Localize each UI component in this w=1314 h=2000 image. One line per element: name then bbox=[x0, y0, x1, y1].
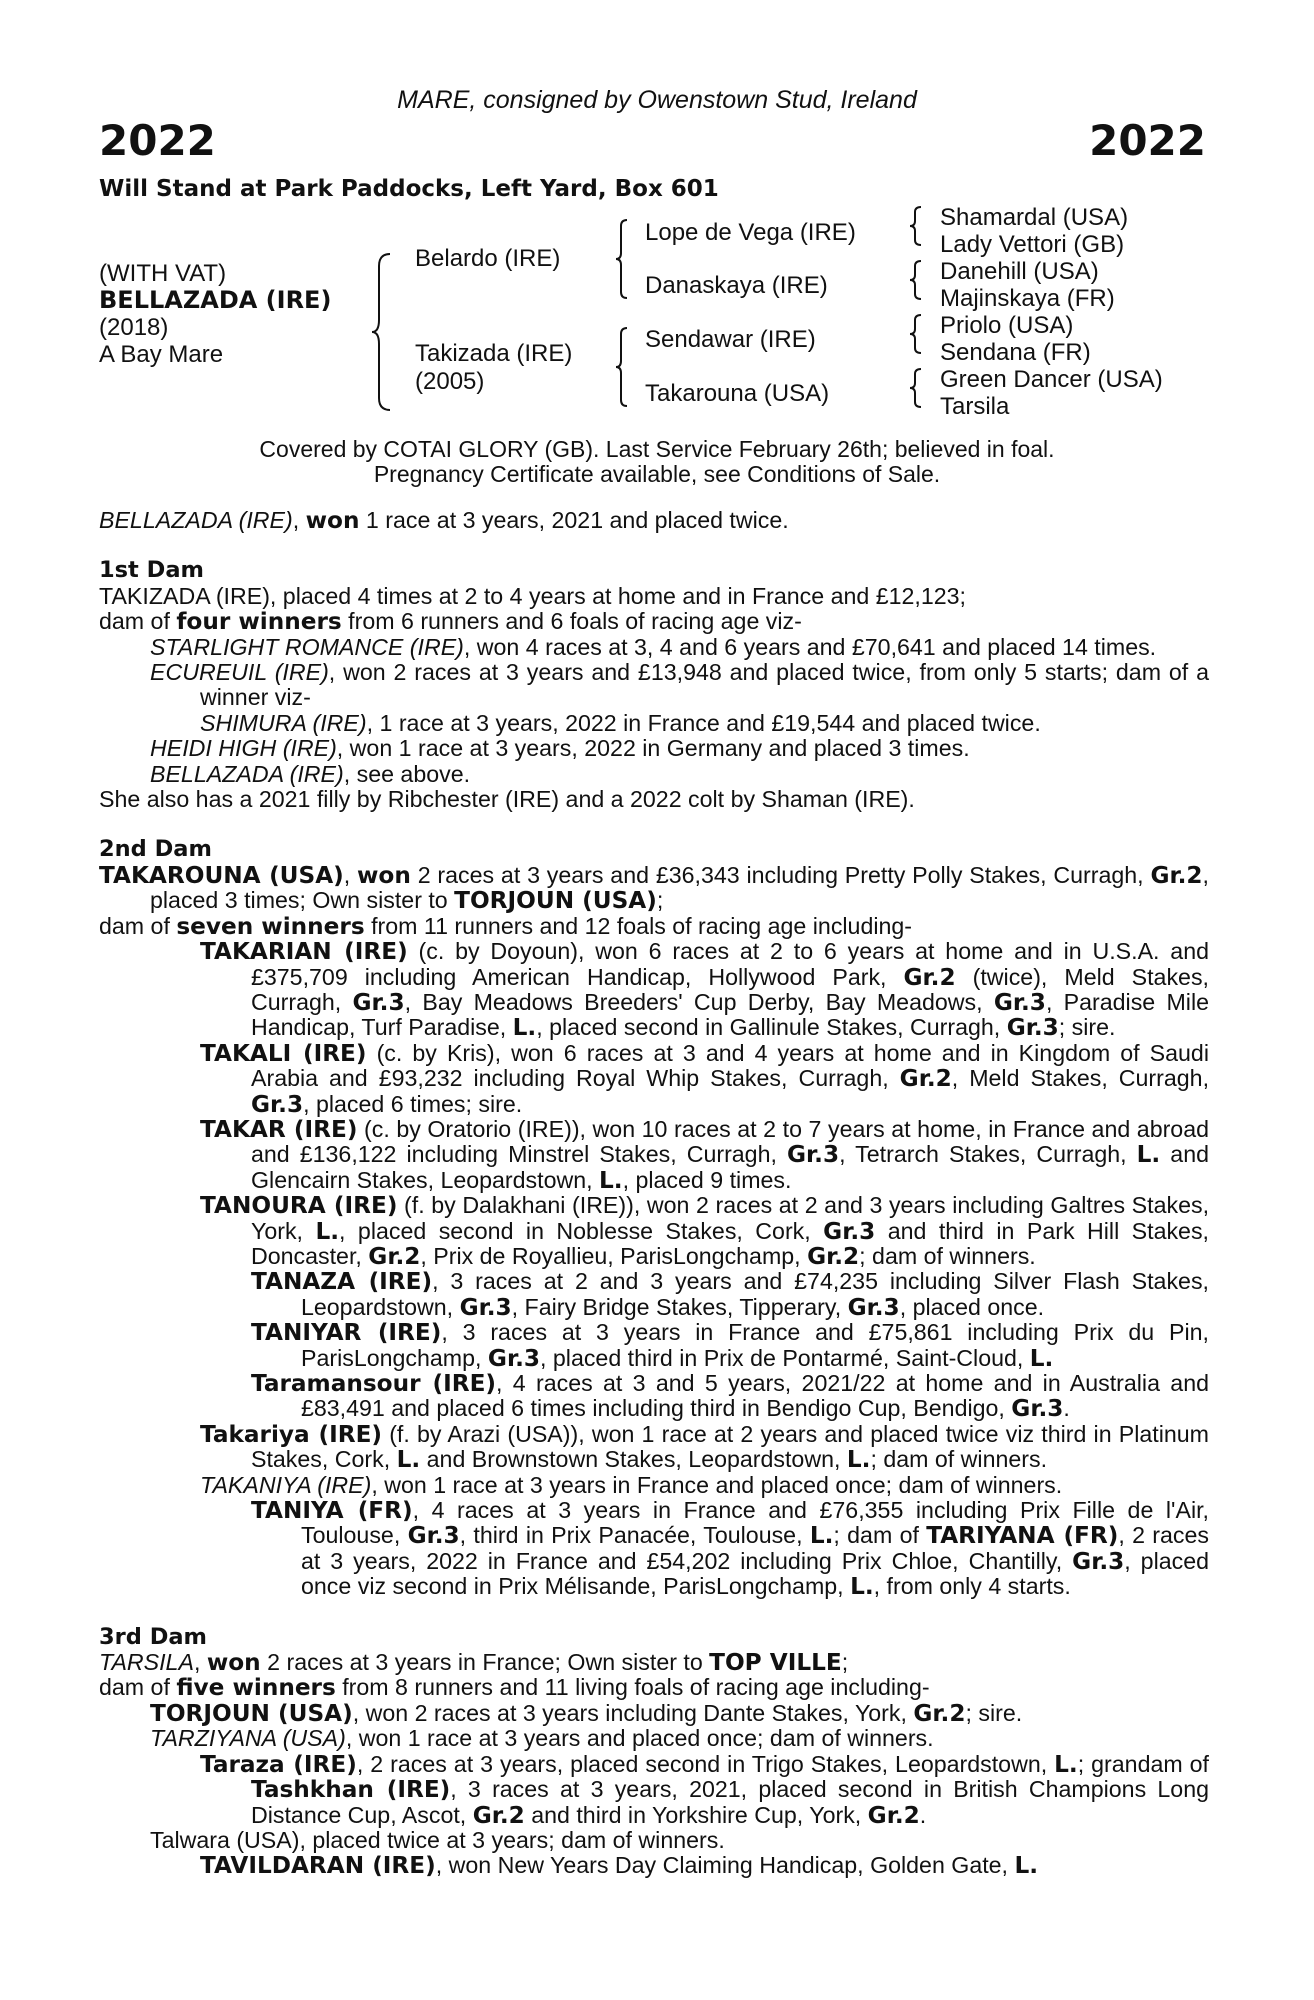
pedigree-brace-2a bbox=[614, 218, 630, 300]
pedigree-brace-3b bbox=[908, 259, 924, 301]
pedigree-dam-sire: Sendawar (IRE) bbox=[645, 326, 816, 353]
catalogue-body bbox=[99, 508, 1209, 1879]
first-dam-line: TAKIZADA (IRE), placed 4 times at 2 to 4 years at home and in France and £12,123; bbox=[99, 582, 966, 609]
produce-tavildaran: TAVILDARAN (IRE), won New Years Day Claiming Handicap, Golden Gate, L. bbox=[200, 1852, 1039, 1880]
pedigree-dam-year: (2005) bbox=[415, 368, 485, 395]
vat-note: (WITH VAT) bbox=[99, 260, 227, 287]
pedigree-sss: Shamardal (USA) bbox=[940, 204, 1129, 231]
pedigree-sire-sire: Lope de Vega (IRE) bbox=[645, 219, 856, 246]
produce-takali: TAKALI (IRE) (c. by Kris), won 6 races at 3 and 4 years at home and in Kingdom of Saudi Arabia and £93,232 including Royal Whip Stakes, Curragh, Gr.2, Meld Stakes, Curragh, Gr.3, placed 6 times; sire. bbox=[200, 1039, 1210, 1118]
pedigree-dss: Priolo (USA) bbox=[940, 312, 1074, 339]
year-left: 2022 bbox=[99, 116, 216, 165]
produce-starlight-romance: STARLIGHT ROMANCE (IRE), won 4 races at 3, 4 and 6 years and £70,641 and placed 14 times. bbox=[150, 633, 1157, 660]
produce-talwara: Talwara (USA), placed twice at 3 years; dam of winners. bbox=[150, 1826, 725, 1853]
pedigree-dam: Takizada (IRE) bbox=[415, 340, 573, 367]
first-dam-heading: 1st Dam bbox=[99, 557, 204, 584]
produce-tanaza: TANAZA (IRE), 3 races at 2 and 3 years and £74,235 including Silver Flash Stakes, Leopardstown, Gr.3, Fairy Bridge Stakes, Tipperary, Gr.3, placed once. bbox=[251, 1268, 1209, 1321]
second-dam-line: TAKAROUNA (USA), won 2 races at 3 years and £36,343 including Pretty Polly Stakes, Curragh, Gr.2, placed 3 times; Own sister to TORJOUN (USA); bbox=[99, 861, 1209, 915]
produce-takar: TAKAR (IRE) (c. by Oratorio (IRE)), won 10 races at 2 to 7 years at home, in France and abroad and £136,122 including Minstrel Stakes, Curragh, Gr.3, Tetrarch Stakes, Curragh, L. and Glencairn Stakes, Leopardstown, L., placed 9 times. bbox=[200, 1115, 1209, 1194]
produce-heidi-high: HEIDI HIGH (IRE), won 1 race at 3 years, 2022 in Germany and placed 3 times. bbox=[150, 735, 970, 762]
produce-takaniya: TAKANIYA (IRE), won 1 race at 3 years in France and placed once; dam of winners. bbox=[200, 1471, 1063, 1498]
horse-description: A Bay Mare bbox=[99, 341, 224, 368]
year-right: 2022 bbox=[1089, 116, 1206, 165]
horse-name: BELLAZADA (IRE) bbox=[99, 286, 332, 314]
produce-tarziyana: TARZIYANA (USA), won 1 race at 3 years and placed once; dam of winners. bbox=[150, 1725, 934, 1752]
summary-line: BELLAZADA (IRE), won 1 race at 3 years, 2021 and placed twice. bbox=[99, 507, 789, 534]
second-dam-produce: dam of seven winners from 11 runners and 12 foals of racing age including- bbox=[99, 912, 913, 940]
produce-taniya: TANIYA (FR), 4 races at 3 years in France and £76,355 including Prix Fille de l'Air, Toulouse, Gr.3, third in Prix Panacée, Toulouse, L.; dam of TARIYANA (FR), 2 races at 3 years, 2022 in France and £54,202 including Prix Chloe, Chantilly, Gr.3, placed once viz second in Prix Mélisande, ParisLongchamp, L., from only 4 starts. bbox=[251, 1497, 1209, 1601]
pedigree-sire-dam: Danaskaya (IRE) bbox=[645, 272, 828, 299]
produce-torjoun: TORJOUN (USA), won 2 races at 3 years including Dante Stakes, York, Gr.2; sire. bbox=[150, 1699, 1023, 1727]
pedigree-ddd: Tarsila bbox=[940, 393, 1010, 420]
pedigree-dds: Green Dancer (USA) bbox=[940, 366, 1163, 393]
third-dam-produce: dam of five winners from 8 runners and 11 living foals of racing age including- bbox=[99, 1674, 930, 1702]
pedigree-sdd: Majinskaya (FR) bbox=[940, 285, 1115, 312]
pedigree-dsd: Sendana (FR) bbox=[940, 339, 1091, 366]
horse-foaled: (2018) bbox=[99, 314, 169, 341]
pedigree-sds: Danehill (USA) bbox=[940, 258, 1099, 285]
produce-shimura: SHIMURA (IRE), 1 race at 3 years, 2022 in France and £19,544 and placed twice. bbox=[200, 709, 1041, 736]
pedigree-dam-dam: Takarouna (USA) bbox=[645, 380, 830, 407]
produce-taniyar: TANIYAR (IRE), 3 races at 3 years in France and £75,861 including Prix du Pin, ParisLongchamp, Gr.3, placed third in Prix de Pontarmé, Saint-Cloud, L. bbox=[251, 1319, 1209, 1372]
consignor-line: MARE, consigned by Owenstown Stud, Ireland bbox=[397, 86, 917, 114]
produce-takarian: TAKARIAN (IRE) (c. by Doyoun), won 6 races at 2 to 6 years at home and in U.S.A. and £375,709 including American Handicap, Hollywood Park, Gr.2 (twice), Meld Stakes, Curragh, Gr.3, Bay Meadows Breeders' Cup Derby, Bay Meadows, Gr.3, Paradise Mile Handicap, Turf Paradise, L., placed second in Gallinule Stakes, Curragh, Gr.3; sire. bbox=[200, 938, 1210, 1042]
third-dam-heading: 3rd Dam bbox=[99, 1623, 207, 1650]
pedigree-brace-3a bbox=[908, 205, 924, 247]
produce-taraza: Taraza (IRE), 2 races at 3 years, placed second in Trigo Stakes, Leopardstown, L.; grandam of Tashkhan (IRE), 3 races at 3 years, 2021, placed second in British Champions Long Distance Cup, Ascot, Gr.2 and third in Yorkshire Cup, York, Gr.2. bbox=[200, 1750, 1209, 1829]
pedigree-brace-3d bbox=[908, 367, 924, 409]
pedigree-brace-3c bbox=[908, 313, 924, 355]
pedigree-sire: Belardo (IRE) bbox=[415, 245, 561, 272]
second-dam-heading: 2nd Dam bbox=[99, 836, 212, 863]
produce-takariya: Takariya (IRE) (f. by Arazi (USA)), won 1 race at 2 years and placed twice viz third in Platinum Stakes, Cork, L. and Brownstown Stakes, Leopardstown, L.; dam of winners. bbox=[200, 1420, 1209, 1474]
pedigree-ssd: Lady Vettori (GB) bbox=[940, 231, 1125, 258]
third-dam-line: TARSILA, won 2 races at 3 years in France; Own sister to TOP VILLE; bbox=[99, 1649, 849, 1677]
covering-line-1: Covered by COTAI GLORY (GB). Last Service February 26th; believed in foal. bbox=[259, 436, 1055, 462]
first-dam-also: She also has a 2021 filly by Ribchester (IRE) and a 2022 colt by Shaman (IRE). bbox=[99, 786, 915, 813]
produce-tanoura: TANOURA (IRE) (f. by Dalakhani (IRE)), won 2 races at 2 and 3 years including Galtres Stakes, York, L., placed second in Noblesse Stakes, Cork, Gr.3 and third in Park Hill Stakes, Doncaster, Gr.2, Prix de Royallieu, ParisLongchamp, Gr.2; dam of winners. bbox=[200, 1192, 1210, 1270]
pedigree-brace-2b bbox=[614, 326, 630, 408]
covering-line-2: Pregnancy Certificate available, see Conditions of Sale. bbox=[373, 461, 941, 487]
produce-bellazada: BELLAZADA (IRE), see above. bbox=[150, 760, 471, 787]
produce-taramansour: Taramansour (IRE), 4 races at 3 and 5 years, 2021/22 at home and in Australia and £83,491 and placed 6 times including third in Bendigo Cup, Bendigo, Gr.3. bbox=[251, 1370, 1209, 1423]
pedigree-brace-1 bbox=[370, 252, 394, 412]
first-dam-produce: dam of four winners from 6 runners and 6 foals of racing age viz- bbox=[99, 608, 802, 636]
produce-ecureuil: ECUREUIL (IRE), won 2 races at 3 years and £13,948 and placed twice, from only 5 starts; dam of a winner viz- bbox=[150, 659, 1209, 711]
stand-location: Will Stand at Park Paddocks, Left Yard, Box 601 bbox=[99, 176, 719, 202]
